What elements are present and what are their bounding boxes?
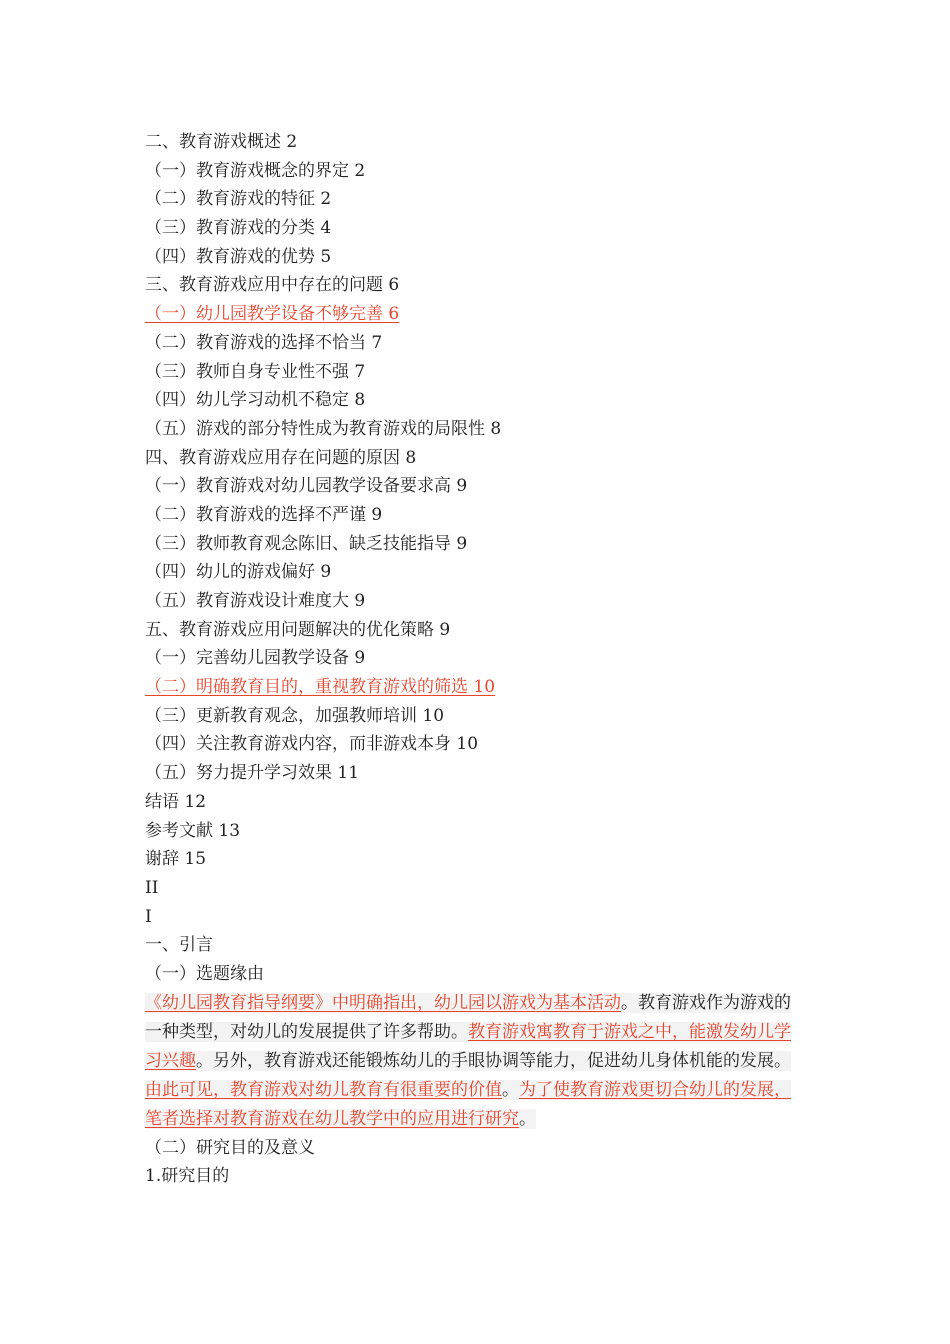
toc-line-text: 谢辞 15 [145, 849, 207, 870]
subsection-heading-purpose: 1.研究目的 [145, 1166, 230, 1187]
toc-line [145, 817, 845, 846]
toc-line [145, 903, 845, 932]
toc-line-text: 参考文献 13 [145, 820, 241, 841]
intro-sentence-1: 《幼儿园教育指导纲要》中明确指出，幼儿园以游戏为基本活动 [145, 992, 621, 1013]
toc-line [145, 329, 845, 358]
toc-line-text: （一）完善幼儿园教学设备 9 [145, 648, 366, 669]
toc-line-text: 四、教育游戏应用存在问题的原因 8 [145, 447, 417, 468]
toc-line [145, 472, 845, 501]
toc-lines [145, 128, 845, 989]
toc-line [145, 300, 845, 329]
toc-line-text: （二）教育游戏的选择不恰当 7 [145, 332, 383, 353]
toc-line-highlighted-text: （一）幼儿园教学设备不够完善 6 [145, 304, 400, 325]
toc-line [145, 415, 845, 444]
toc-line-highlighted-text: （二）明确教育目的，重视教育游戏的筛选 10 [145, 677, 496, 698]
toc-line-text: （四）幼儿的游戏偏好 9 [145, 562, 332, 583]
toc-line [145, 587, 845, 616]
toc-line [145, 759, 845, 788]
intro-sentence-4: 。另外，教育游戏还能锻炼幼儿的手眼协调等能力，促进幼儿身体机能的发展。 [196, 1050, 791, 1071]
toc-line-text: （四）关注教育游戏内容，而非游戏本身 10 [145, 734, 479, 755]
toc-line [145, 501, 845, 530]
intro-sentence-5: 由此可见，教育游戏对幼儿教育有很重要的价值 [145, 1079, 502, 1100]
intro-sentence-3: 教育游戏寓教育于游戏之中，能激发幼儿学习兴趣 [145, 1021, 791, 1071]
toc-line [145, 271, 845, 300]
toc-line-text: （三）教育游戏的分类 4 [145, 218, 332, 239]
toc-line [145, 730, 845, 759]
toc-line [145, 530, 845, 559]
toc-line-text: 结语 12 [145, 791, 207, 812]
toc-line [145, 673, 845, 702]
toc-line-text: （三）教师自身专业性不强 7 [145, 361, 366, 382]
intro-sentence-8: 。 [519, 1108, 536, 1129]
intro-sentence-2: 。教育游戏作为游戏的一种类型，对幼儿的发展提供了许多帮助。 [145, 992, 791, 1042]
section-heading-purpose: （二）研究目的及意义 [145, 1137, 315, 1158]
toc-line [145, 128, 845, 157]
toc-line [145, 931, 845, 960]
toc-line-text: 三、教育游戏应用中存在的问题 6 [145, 275, 400, 296]
toc-line-text: （三）更新教育观念，加强教师培训 10 [145, 705, 445, 726]
toc-line-text: （五）游戏的部分特性成为教育游戏的局限性 8 [145, 418, 502, 439]
toc-line [145, 185, 845, 214]
toc-line-text: II [145, 877, 159, 898]
toc-line [145, 874, 845, 903]
toc-line-text: （一）教育游戏概念的界定 2 [145, 160, 366, 181]
toc-line [145, 444, 845, 473]
toc-line [145, 558, 845, 587]
table-of-contents [145, 128, 845, 1191]
toc-line [145, 644, 845, 673]
toc-line-text: 二、教育游戏概述 2 [145, 132, 298, 152]
toc-line-text: （三）教师教育观念陈旧、缺乏技能指导 9 [145, 533, 468, 554]
toc-line-text: （一）选题缘由 [145, 963, 264, 984]
toc-line-text: （二）教育游戏的选择不严谨 9 [145, 504, 383, 525]
toc-line-text: （五）教育游戏设计难度大 9 [145, 591, 366, 611]
toc-line-text: I [145, 906, 152, 927]
intro-sentence-6: 。 [502, 1079, 519, 1100]
toc-line-text: （四）教育游戏的优势 5 [145, 246, 332, 267]
intro-sentence-7: 为了使教育游戏更切合幼儿的发展，笔者选择对教育游戏在幼儿教学中的应用进行研究 [145, 1079, 791, 1129]
toc-line [145, 243, 845, 272]
toc-line [145, 788, 845, 817]
toc-line-text: 五、教育游戏应用问题解决的优化策略 9 [145, 619, 451, 640]
toc-line [145, 616, 845, 645]
intro-paragraph [145, 989, 800, 1134]
toc-line [145, 358, 845, 387]
toc-line [145, 845, 845, 874]
toc-line-text: （四）幼儿学习动机不稳定 8 [145, 390, 366, 411]
toc-line-text: （五）努力提升学习效果 11 [145, 763, 360, 784]
toc-line-text: （二）教育游戏的特征 2 [145, 189, 332, 210]
toc-line [145, 386, 845, 415]
toc-line [145, 214, 845, 243]
toc-line-text: 一、引言 [145, 935, 213, 956]
toc-line [145, 702, 845, 731]
toc-line-text: （一）教育游戏对幼儿园教学设备要求高 9 [145, 476, 468, 497]
toc-line [145, 960, 845, 989]
toc-line [145, 157, 845, 186]
